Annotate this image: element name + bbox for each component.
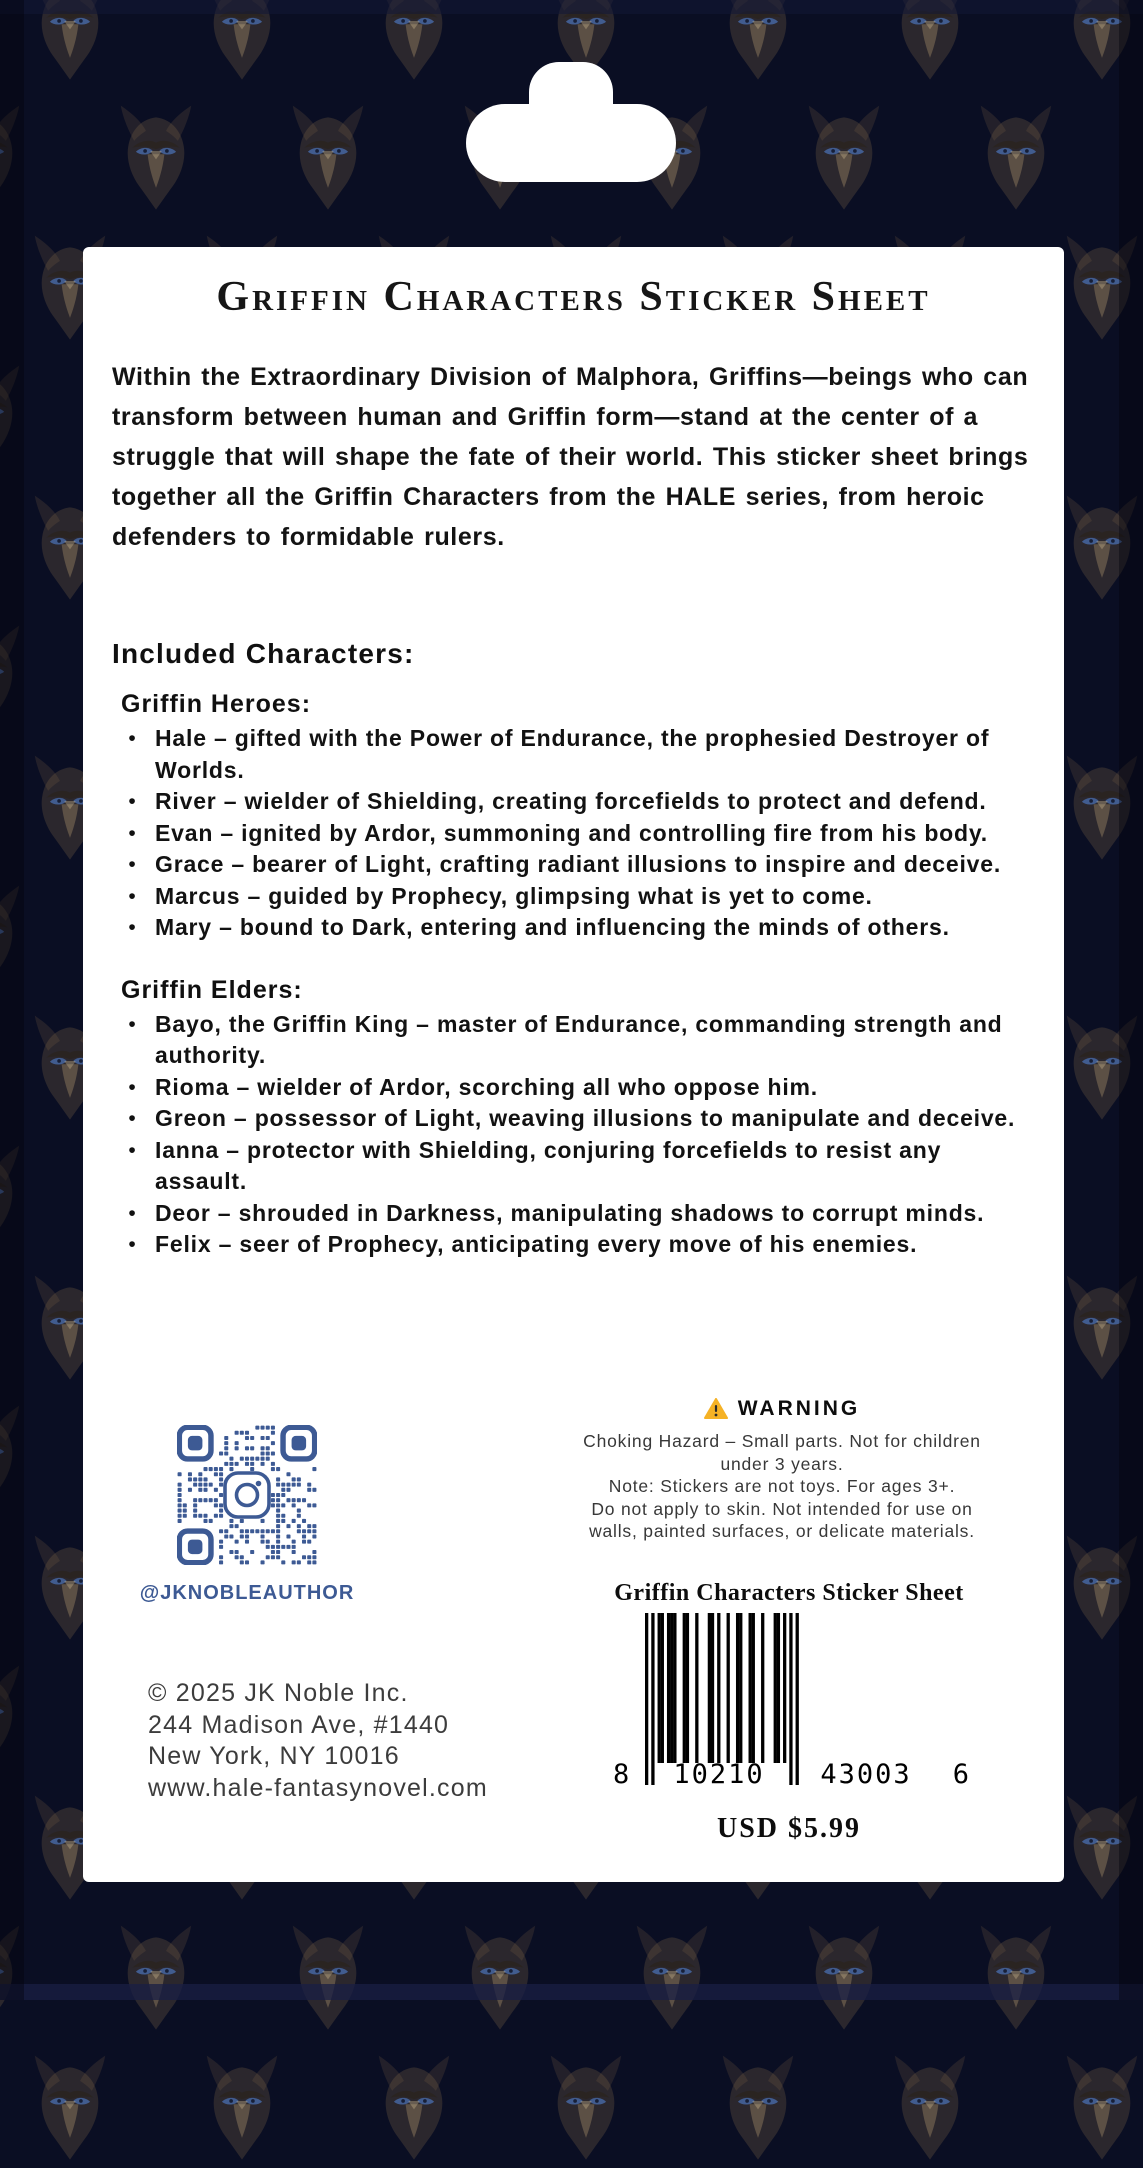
list-item <box>121 912 1026 944</box>
warning-line: Note: Stickers are not toys. For ages 3+. <box>608 1476 956 1496</box>
list-item <box>121 723 1026 786</box>
character-description: Ianna – protector with Shielding, conjuring forcefields to resist any assault. <box>155 1136 942 1194</box>
group-heading: Griffin Heroes: <box>121 690 312 718</box>
character-description: Deor – shrouded in Darkness, manipulating shadows to corrupt minds. <box>155 1199 985 1226</box>
warning-line: Do not apply to skin. Not intended for use on <box>591 1498 973 1519</box>
griffin-head-icon <box>1060 494 1143 608</box>
bullet-icon: • <box>128 821 136 845</box>
griffin-head-icon <box>372 0 456 88</box>
bullet-icon: • <box>128 1012 136 1036</box>
list-item <box>121 1229 1026 1261</box>
griffin-head-icon <box>0 1144 26 1258</box>
bullet-icon: • <box>128 884 136 908</box>
griffin-head-icon <box>974 104 1058 218</box>
griffin-head-icon <box>1060 0 1143 88</box>
bullet-icon: • <box>128 1138 136 1162</box>
warning-text <box>502 1430 1062 1543</box>
copyright-line: www.hale-fantasynovel.com <box>148 1773 488 1802</box>
griffin-head-icon <box>0 624 26 738</box>
griffin-head-icon <box>114 104 198 218</box>
griffin-head-icon <box>0 1404 26 1518</box>
griffin-head-icon <box>802 1924 886 2038</box>
included-characters-heading: Included Characters: <box>112 638 415 669</box>
barcode-digit-group1: 10210 <box>673 1759 765 1790</box>
griffin-head-icon <box>114 1924 198 2038</box>
list-item <box>121 849 1026 881</box>
character-description: Mary – bound to Dark, entering and influencing the minds of others. <box>155 914 950 940</box>
character-description: Hale – gifted with the Power of Endurance, the prophesied Destroyer of Worlds. <box>155 725 990 783</box>
bullet-icon: • <box>128 1233 136 1256</box>
character-description: Rioma – wielder of Ardor, scorching all who oppose him. <box>155 1073 818 1100</box>
griffin-head-icon <box>630 1924 714 2038</box>
griffin-head-icon <box>0 884 26 998</box>
barcode-digit-right: 6 <box>952 1759 969 1790</box>
griffin-head-icon <box>200 0 284 88</box>
copyright-line: © 2025 JK Noble Inc. <box>148 1679 409 1707</box>
griffin-head-icon <box>1060 1014 1143 1128</box>
griffin-head-icon <box>1060 1274 1143 1388</box>
copyright-line: 244 Madison Ave, #1440 <box>148 1710 450 1739</box>
price-label: USD $5.99 <box>716 1813 861 1844</box>
griffin-head-icon <box>28 2054 112 2168</box>
griffin-head-icon <box>286 104 370 218</box>
character-description: Grace – bearer of Light, crafting radiant illusions to inspire and deceive. <box>155 851 1002 877</box>
instagram-handle: @JKNOBLEAUTHOR <box>139 1582 355 1604</box>
bullet-icon: • <box>128 1201 136 1225</box>
list-item <box>121 881 1026 913</box>
warning-line: Choking Hazard – Small parts. Not for children <box>583 1431 981 1451</box>
list-item <box>121 1009 1026 1072</box>
griffin-head-icon <box>1060 234 1143 348</box>
griffin-head-icon <box>888 2054 972 2168</box>
griffin-head-icon <box>1060 754 1143 868</box>
griffin-head-icon <box>0 1924 26 2038</box>
griffin-head-icon <box>716 2054 800 2168</box>
character-groups <box>121 688 1026 1261</box>
character-description: River – wielder of Shielding, creating forcefields to protect and defend. <box>155 788 987 814</box>
copyright-line: New York, NY 10016 <box>148 1742 400 1770</box>
hang-tab <box>466 104 676 182</box>
list-item <box>121 1135 1026 1198</box>
barcode-title: Griffin Characters Sticker Sheet <box>614 1580 964 1606</box>
group-heading: Griffin Elders: <box>121 975 303 1004</box>
griffin-head-icon <box>0 364 26 478</box>
warning-heading-label: WARNING <box>737 1397 861 1420</box>
bullet-icon: • <box>128 853 136 876</box>
griffin-head-icon <box>28 0 112 88</box>
bullet-icon: • <box>128 1075 136 1099</box>
griffin-head-icon <box>286 1924 370 2038</box>
character-description: Felix – seer of Prophecy, anticipating every move of his enemies. <box>155 1231 918 1257</box>
bullet-icon: • <box>128 916 136 939</box>
warning-line: walls, painted surfaces, or delicate materials. <box>589 1521 975 1541</box>
character-description: Greon – possessor of Light, weaving illusions to manipulate and deceive. <box>155 1105 1016 1131</box>
bullet-icon: • <box>128 727 136 750</box>
character-description: Evan – ignited by Ardor, summoning and controlling fire from his body. <box>155 819 988 846</box>
list-item <box>121 786 1026 818</box>
griffin-head-icon <box>0 104 26 218</box>
barcode <box>613 1613 969 1795</box>
bullet-icon: • <box>128 1107 136 1130</box>
page-title: Griffin Characters Sticker Sheet <box>216 274 931 320</box>
character-group <box>121 974 1026 1261</box>
griffin-head-icon <box>1060 1534 1143 1648</box>
list-item <box>121 1103 1026 1135</box>
griffin-head-icon <box>1060 2054 1143 2168</box>
character-group <box>121 688 1026 944</box>
griffin-head-icon <box>372 2054 456 2168</box>
griffin-head-icon <box>802 104 886 218</box>
character-description: Bayo, the Griffin King – master of Endurance, commanding strength and authority. <box>155 1010 1003 1068</box>
griffin-head-icon <box>1060 1794 1143 1908</box>
griffin-head-icon <box>458 1924 542 2038</box>
character-description: Marcus – guided by Prophecy, glimpsing what is yet to come. <box>155 882 873 909</box>
list-item <box>121 1198 1026 1230</box>
griffin-head-icon <box>544 2054 628 2168</box>
warning-block <box>502 1397 1062 1543</box>
griffin-head-icon <box>888 0 972 88</box>
bullet-icon: • <box>128 790 136 813</box>
barcode-digit-group2: 43003 <box>820 1759 912 1790</box>
copyright-block <box>148 1678 488 1804</box>
griffin-head-icon <box>0 1664 26 1778</box>
list-item <box>121 818 1026 850</box>
warning-heading <box>502 1397 1062 1421</box>
backing-card <box>83 247 1064 1882</box>
list-item <box>121 1072 1026 1104</box>
griffin-head-icon <box>716 0 800 88</box>
warning-line: under 3 years. <box>720 1453 844 1474</box>
barcode-digit-left: 8 <box>613 1759 630 1790</box>
intro-paragraph: Within the Extraordinary Division of Malphora, Griffins—beings who can transform between human and Griffin form—stand at the center of a struggle that will shape the fate of their world. This sticker sheet brings together all the Griffin Characters from the HALE series, from heroic defenders to formidable rulers. <box>112 363 1029 551</box>
qr-code <box>177 1425 317 1570</box>
qr-block <box>139 1425 355 1605</box>
griffin-head-icon <box>200 2054 284 2168</box>
griffin-head-icon <box>974 1924 1058 2038</box>
warning-triangle-icon <box>704 1398 728 1420</box>
qr-code-image <box>177 1425 317 1565</box>
